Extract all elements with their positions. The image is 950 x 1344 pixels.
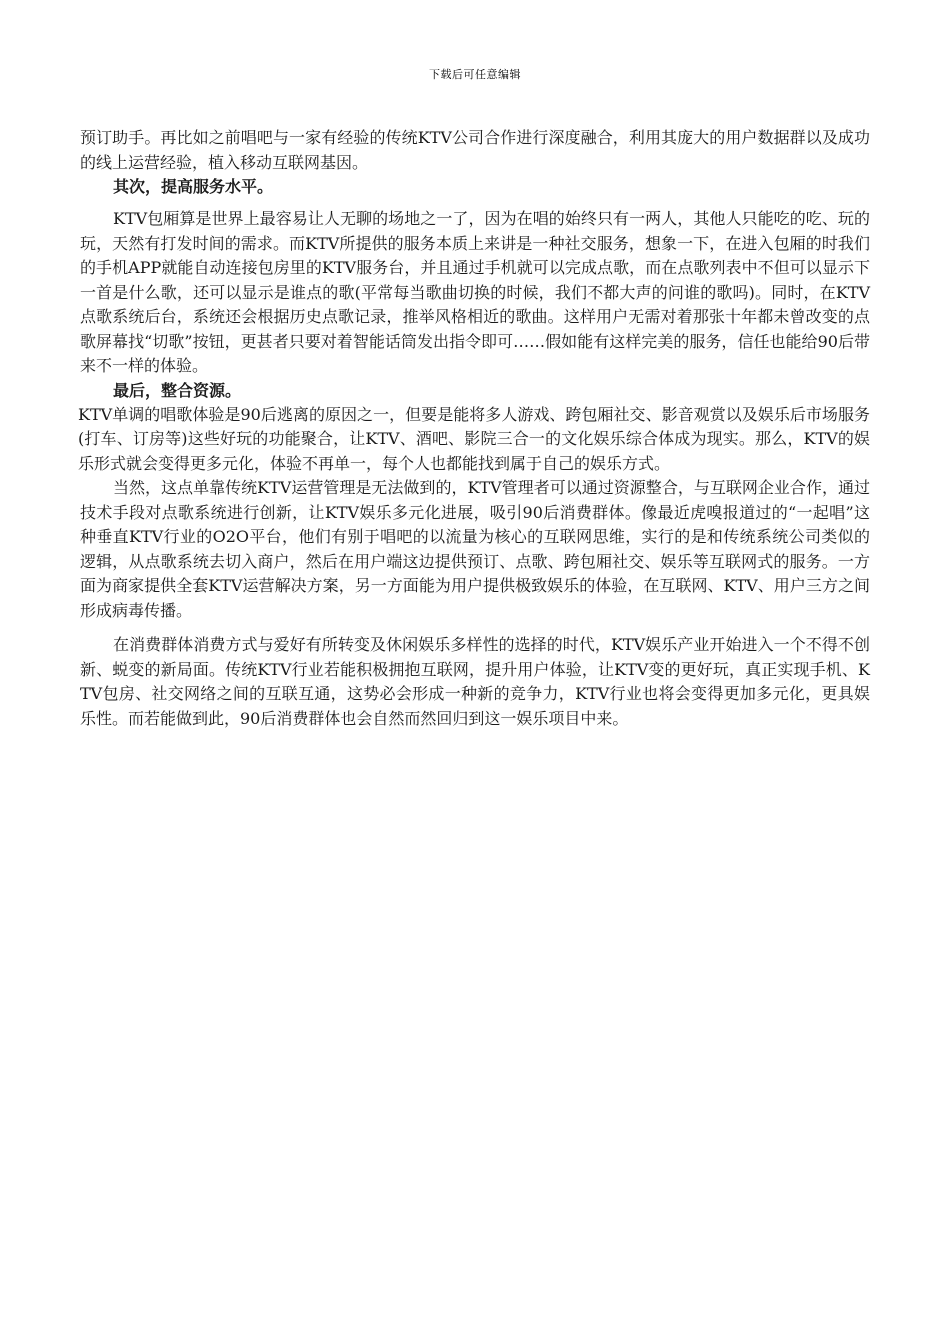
paragraph-service: KTV包厢算是世界上最容易让人无聊的场地之一了，因为在唱的始终只有一两人，其他人只能吃的吃、玩的玩，天然有打发时间的需求。而KTV所提供的服务本质上来讲是一种社交服务，想象一下，在进入包厢的时我们的手机APP就能自动连接包房里的KTV服务台，并且通过手机就可以完成点歌，而在点歌列表中不但可以显示下一首是什么歌，还可以显示是谁点的歌(平常每当歌曲切换的时候，我们不都大声的问谁的歌吗)。同时，在KTV点歌系统后台，系统还会根据历史点歌记录，推举风格相近的歌曲。这样用户无需对着那张十年都未曾改变的点歌屏幕找“切歌”按钮，更甚者只要对着智能话筒发出指令即可……假如能有这样完美的服务，信任也能给90后带来不一样的体验。 [80,209,870,375]
section-heading-resources: 最后，整合资源。 [113,380,242,400]
header-note: 下载后可任意编辑 [429,68,521,81]
paragraph-conclusion: 在消费群体消费方式与爱好有所转变及休闲娱乐多样性的选择的时代，KTV娱乐产业开始进入一个不得不创新、蜕变的新局面。传统KTV行业若能积极拥抱互联网，提升用户体验，让KTV变的更好玩，真正实现手机、KTV包房、社交网络之间的互联互通，这势必会形成一种新的竞争力，KTV行业也将会变得更加多元化，更具娱乐性。而若能做到此，90后消费群体也会自然而然回归到这一娱乐项目中来。 [80,635,870,728]
paragraph-resources: KTV单调的唱歌体验是90后逃离的原因之一，但要是能将多人游戏、跨包厢社交、影音观赏以及娱乐后市场服务(打车、订房等)这些好玩的功能聚合，让KTV、酒吧、影院三合一的文化娱乐综合体成为现实。那么，KTV的娱乐形式就会变得更多元化，体验不再单一，每个人也都能找到属于自己的娱乐方式。 [78,404,870,473]
section-heading-service: 其次，提高服务水平。 [113,177,274,196]
document-body [80,126,870,731]
paragraph-integration: 当然，这点单靠传统KTV运营管理是无法做到的，KTV管理者可以通过资源整合，与互联网企业合作，通过技术手段对点歌系统进行创新，让KTV娱乐多元化进展，吸引90后消费群体。像最近虎嗅报道过的“一起唱”这种垂直KTV行业的O2O平台，他们有别于唱吧的以流量为核心的互联网思维，实行的是和传统系统公司类似的逻辑，从点歌系统去切入商户，然后在用户端这边提供预订、点歌、跨包厢社交、娱乐等互联网式的服务。一方面为商家提供全套KTV运营解决方案，另一方面能为用户提供极致娱乐的体验，在互联网、KTV、用户三方之间形成病毒传播。 [80,478,870,620]
paragraph-continuation: 预订助手。再比如之前唱吧与一家有经验的传统KTV公司合作进行深度融合，利用其庞大的用户数据群以及成功的线上运营经验，植入移动互联网基因。 [80,128,870,172]
